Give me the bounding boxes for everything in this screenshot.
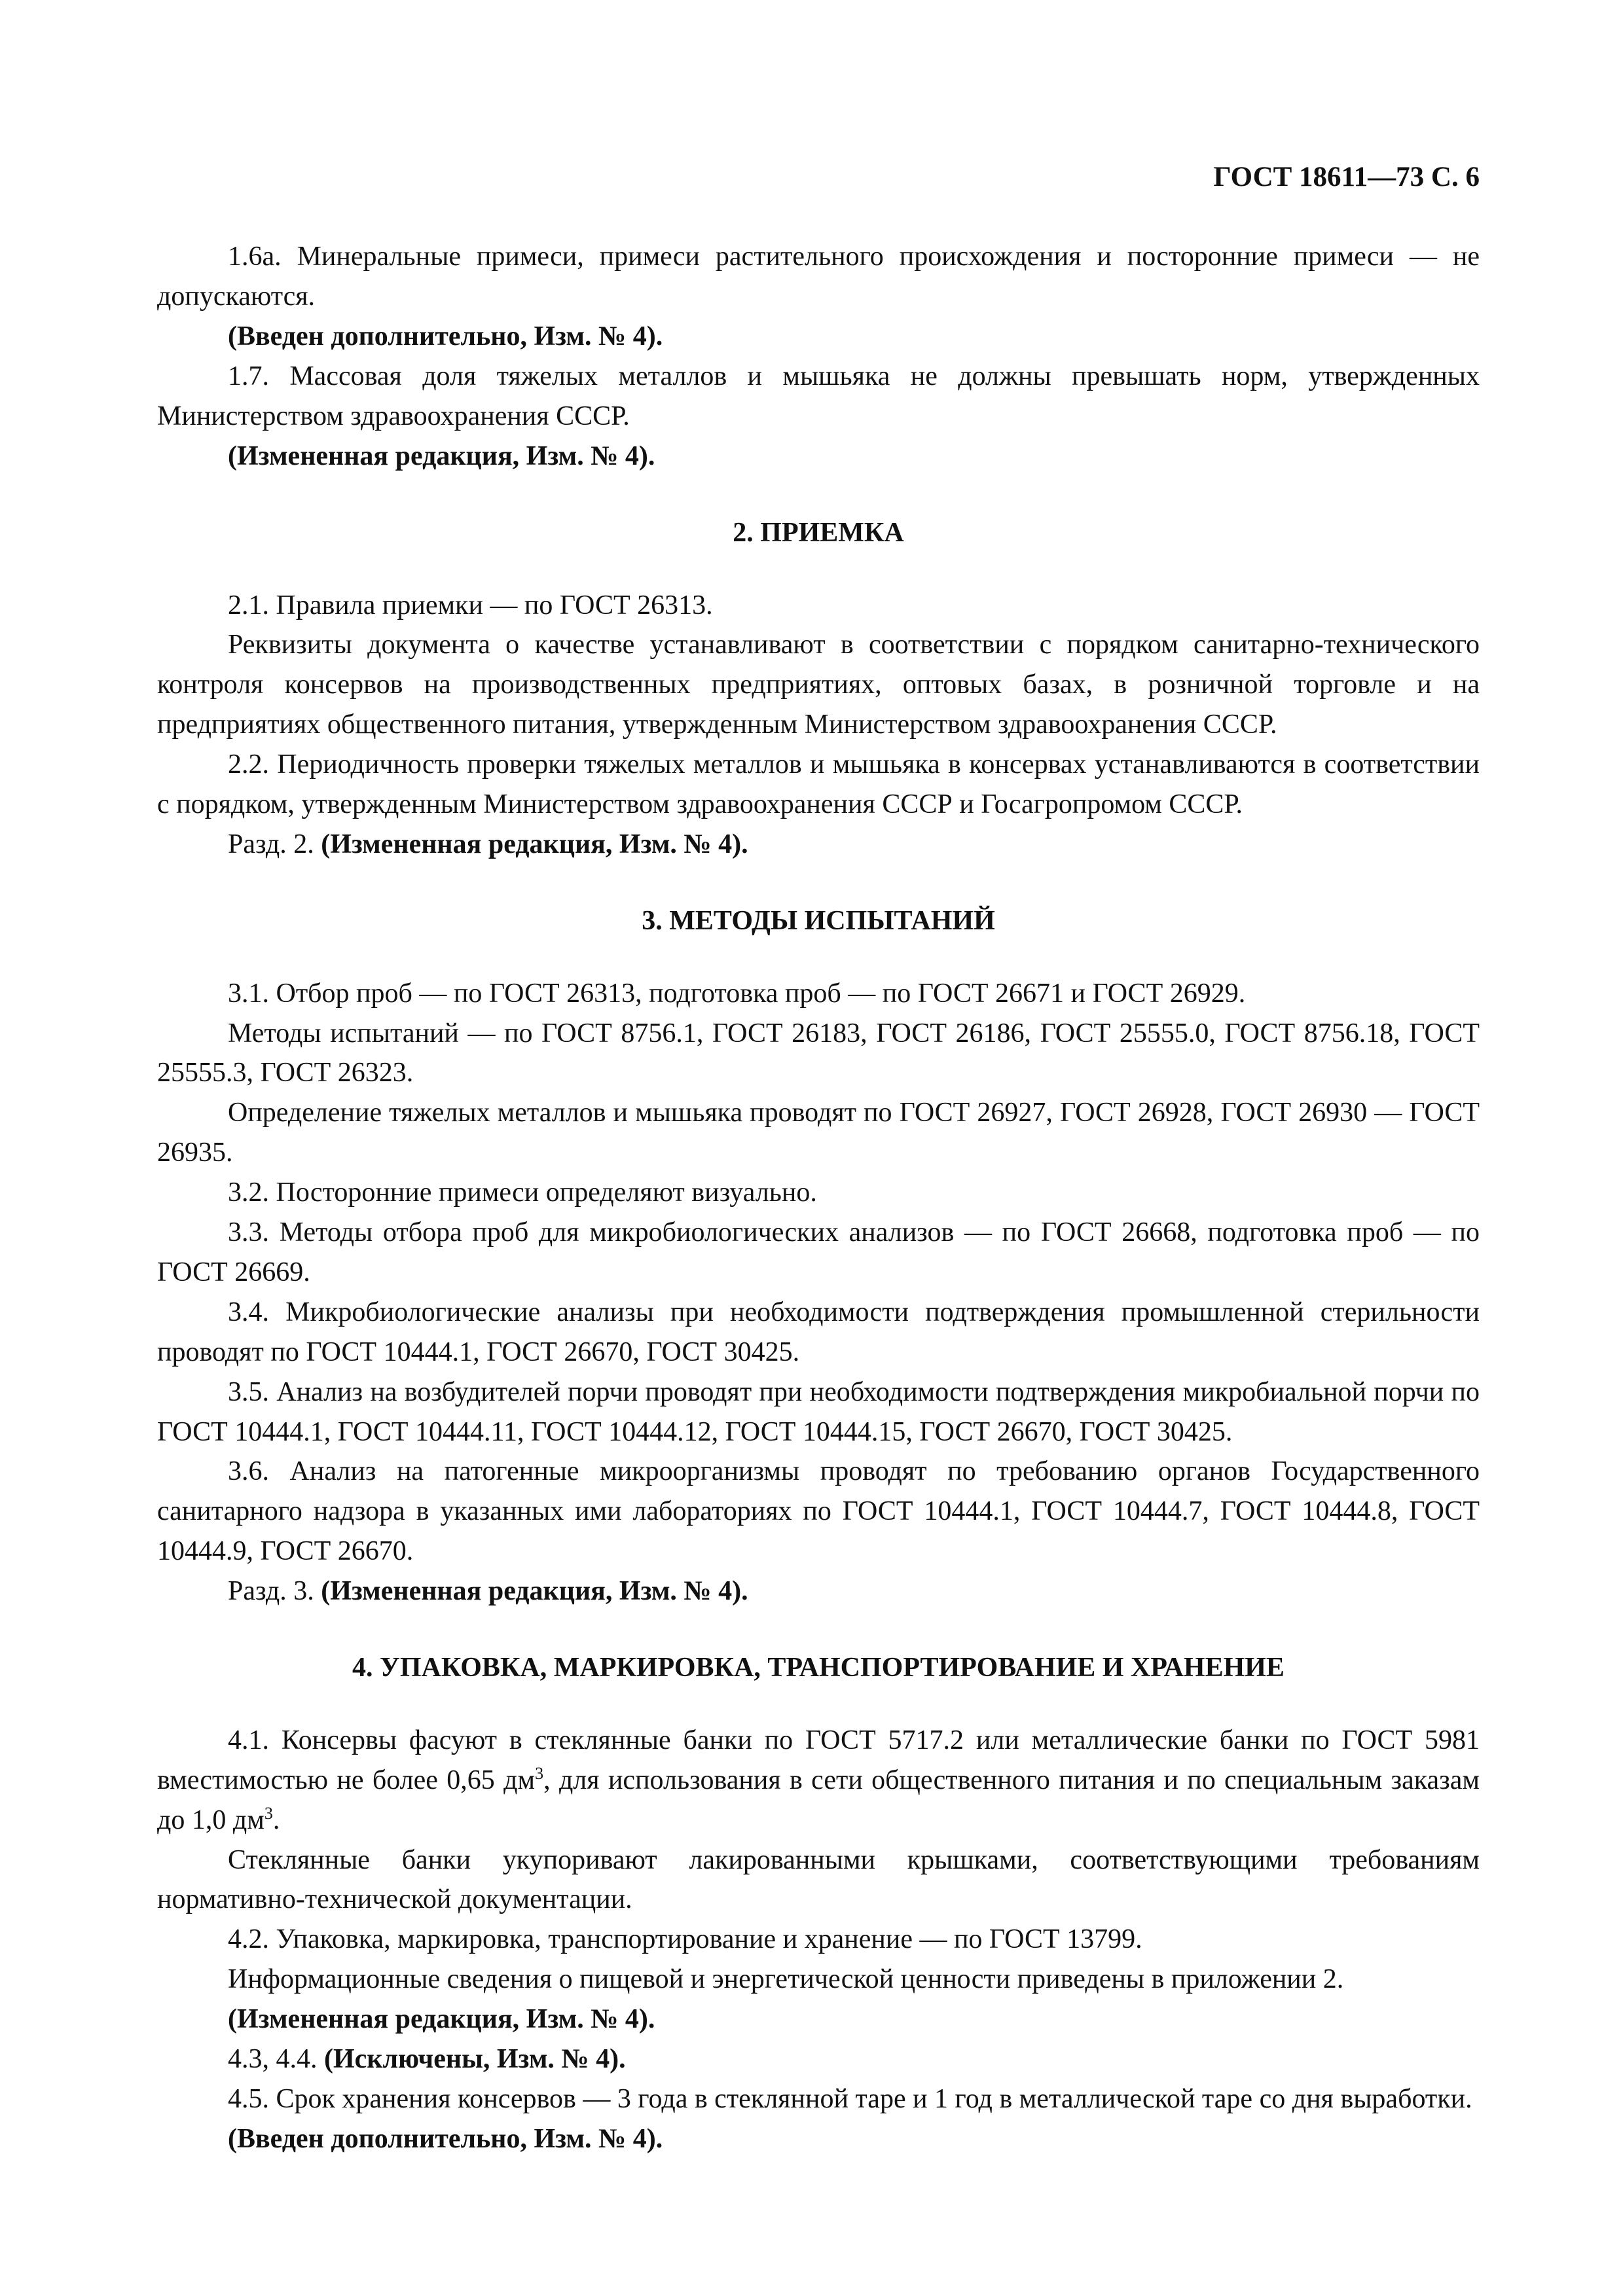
paragraph: 3.3. Методы отбора проб для микробиологических анализов — по ГОСТ 26668, подготовка проб — по ГОСТ 26669.	[157, 1217, 1480, 1287]
paragraph-with-note	[157, 2039, 1480, 2079]
paragraph: 1.6а. Минеральные примеси, примеси растительного происхождения и посторонние примеси — не допускаются.	[157, 242, 1480, 312]
paragraph: Реквизиты документа о качестве устанавливают в соответствии с порядком санитарно-технического контроля консервов на производственных предприятиях, оптовых базах, в розничной торговле и на предприятиях общественного питания, утвержденным Министерством здравоохранения СССР.	[157, 630, 1480, 740]
amendment-note: (Введен дополнительно, Изм. № 4).	[228, 321, 663, 352]
paragraph: 3.4. Микробиологические анализы при необходимости подтверждения промышленной стерильности проводят по ГОСТ 10444.1, ГОСТ 26670, ГОСТ 30425.	[157, 1297, 1480, 1367]
amendment-note: (Введен дополнительно, Изм. № 4).	[228, 2123, 663, 2154]
page-header: ГОСТ 18611—73 С. 6	[1213, 162, 1480, 192]
paragraph: Информационные сведения о пищевой и энергетической ценности приведены в приложении 2.	[228, 1964, 1344, 1995]
document-body	[157, 237, 1480, 2159]
superscript: 3	[535, 1763, 544, 1783]
paragraph	[157, 1721, 1480, 1840]
paragraph-prefix: Разд. 2.	[228, 829, 321, 859]
amendment-note: (Измененная редакция, Изм. № 4).	[228, 2004, 655, 2035]
paragraph: Определение тяжелых металлов и мышьяка проводят по ГОСТ 26927, ГОСТ 26928, ГОСТ 26930 — ГОСТ 26935.	[157, 1098, 1480, 1168]
paragraph: 2.2. Периодичность проверки тяжелых металлов и мышьяка в консервах устанавливаются в соответствии с порядком, утвержденным Министерством здравоохранения СССР и Госагропромом СССР.	[157, 749, 1480, 820]
superscript: 3	[264, 1803, 273, 1823]
paragraph-with-note	[157, 1571, 1480, 1611]
paragraph: 3.1. Отбор проб — по ГОСТ 26313, подготовка проб — по ГОСТ 26671 и ГОСТ 26929.	[228, 978, 1246, 1009]
paragraph-text: , для использования в сети общественного питания и по специальным заказам до 1,0 дм	[157, 1765, 1480, 1835]
paragraph: 1.7. Массовая доля тяжелых металлов и мышьяка не должны превышать норм, утвержденных Министерством здравоохранения СССР.	[157, 361, 1480, 431]
paragraph: 3.6. Анализ на патогенные микроорганизмы проводят по требованию органов Государственного санитарного надзора в указанных ими лабораториях по ГОСТ 10444.1, ГОСТ 10444.7, ГОСТ 10444.8, ГОСТ 10444.9, ГОСТ 26670.	[157, 1456, 1480, 1567]
paragraph-with-note	[157, 825, 1480, 865]
paragraph-text: .	[272, 1804, 280, 1835]
paragraph: 4.2. Упаковка, маркировка, транспортирование и хранение — по ГОСТ 13799.	[228, 1924, 1142, 1955]
amendment-note: (Измененная редакция, Изм. № 4).	[228, 440, 655, 471]
paragraph-prefix: Разд. 3.	[228, 1576, 321, 1607]
section-title: 3. МЕТОДЫ ИСПЫТАНИЙ	[642, 905, 995, 936]
paragraph: 2.1. Правила приемки — по ГОСТ 26313.	[228, 590, 713, 620]
paragraph: Методы испытаний — по ГОСТ 8756.1, ГОСТ 26183, ГОСТ 26186, ГОСТ 25555.0, ГОСТ 8756.18, ГОСТ 25555.3, ГОСТ 26323.	[157, 1018, 1480, 1088]
amendment-note: (Исключены, Изм. № 4).	[324, 2043, 626, 2074]
section-title: 2. ПРИЕМКА	[733, 517, 904, 548]
paragraph: 4.5. Срок хранения консервов — 3 года в стеклянной таре и 1 год в металлической таре со дня выработки.	[228, 2083, 1472, 2114]
paragraph: 3.2. Посторонние примеси определяют визуально.	[228, 1177, 817, 1208]
paragraph-prefix: 4.3, 4.4.	[228, 2043, 324, 2074]
paragraph-text: 4.1. Консервы фасуют в стеклянные банки по ГОСТ 5717.2 или металлические банки по ГОСТ 5981 вместимостью не более 0,65 дм	[157, 1725, 1480, 1795]
amendment-note: (Измененная редакция, Изм. № 4).	[321, 829, 748, 859]
section-title: 4. УПАКОВКА, МАРКИРОВКА, ТРАНСПОРТИРОВАНИЕ И ХРАНЕНИЕ	[352, 1652, 1285, 1683]
paragraph: 3.5. Анализ на возбудителей порчи проводят при необходимости подтверждения микробиальной порчи по ГОСТ 10444.1, ГОСТ 10444.11, ГОСТ 10444.12, ГОСТ 10444.15, ГОСТ 26670, ГОСТ 30425.	[157, 1376, 1480, 1447]
amendment-note: (Измененная редакция, Изм. № 4).	[321, 1576, 748, 1607]
document-page	[157, 157, 1480, 2159]
paragraph: Стеклянные банки укупоривают лакированными крышками, соответствующими требованиям нормативно-технической документации.	[157, 1844, 1480, 1915]
